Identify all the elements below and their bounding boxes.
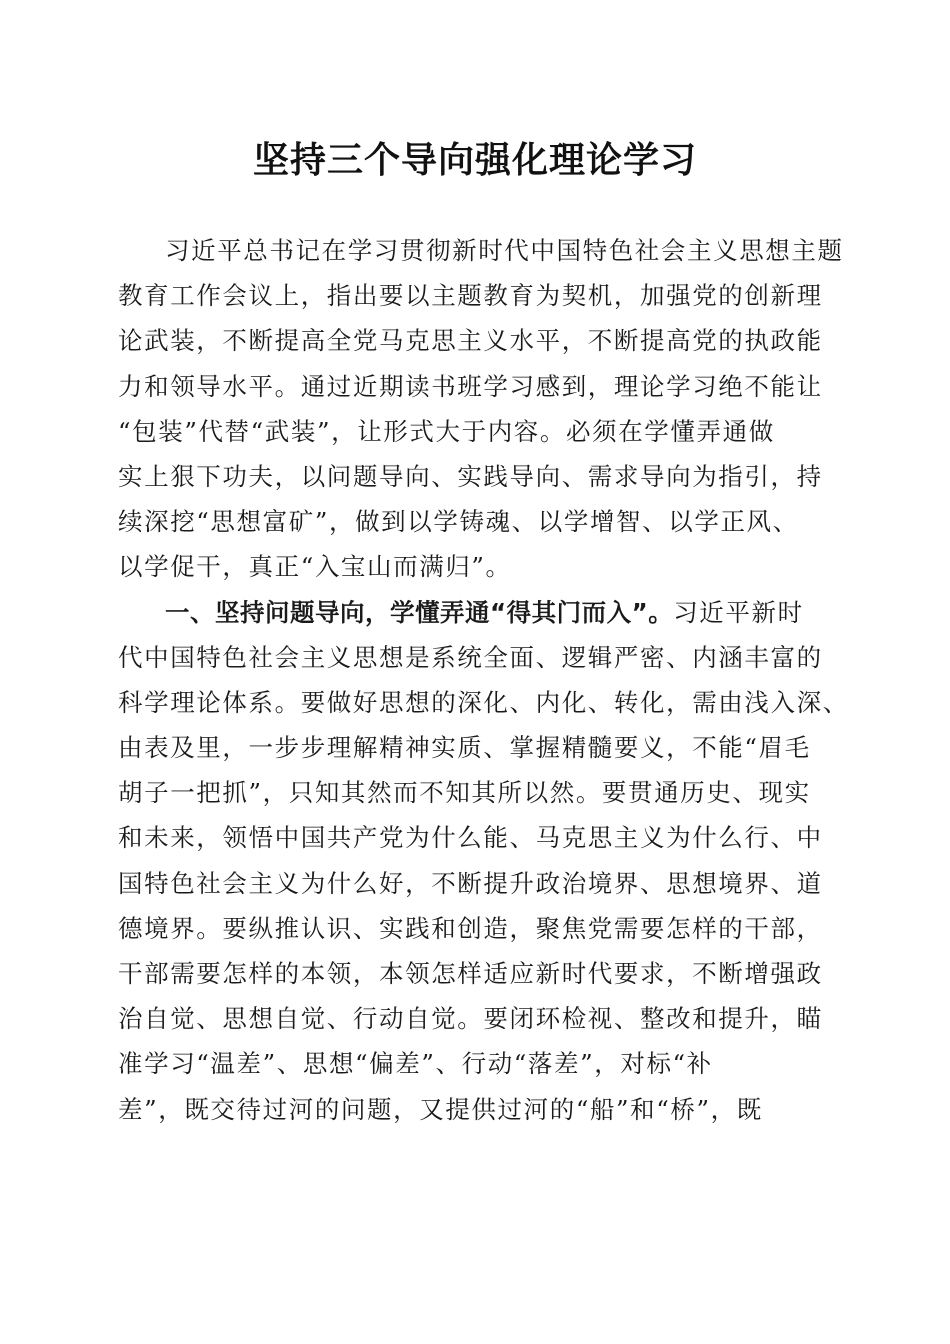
text-line: 续深挖“思想富矿”，做到以学铸魂、以学增智、以学正风、: [118, 507, 799, 537]
text-line: 德境界。要纵推认识、实践和创造，聚焦党需要怎样的干部，: [118, 913, 823, 943]
text-line: 论武装，不断提高全党马克思主义水平，不断提高党的执政能: [118, 326, 823, 356]
text-line: 代中国特色社会主义思想是系统全面、逻辑严密、内涵丰富的: [118, 642, 823, 672]
text-line: 治自觉、思想自觉、行动自觉。要闭环检视、整改和提升，瞄: [118, 1004, 823, 1034]
text-line: 由表及里，一步步理解精神实质、掌握精髓要义，不能“眉毛: [118, 733, 811, 763]
text-line: 胡子一把抓”，只知其然而不知其所以然。要贯通历史、现实: [118, 778, 811, 808]
text-line: 习近平总书记在学习贯彻新时代中国特色社会主义思想主题: [165, 236, 844, 265]
section-one-first-line: [118, 590, 838, 635]
document-body: [118, 228, 849, 1132]
text-line: “包装”代替“武装”，让形式大于内容。必须在学懂弄通做: [118, 416, 775, 446]
section-heading: 一、坚持问题导向，学懂弄通“得其门而入”。: [165, 597, 674, 627]
text-line: 以学促干，真正“入宝山而满归”。: [118, 552, 512, 582]
paragraph-intro: [118, 228, 844, 590]
text-line: 准学习“温差”、思想“偏差”、行动“落差”，对标“补: [118, 1049, 713, 1079]
text-line: 国特色社会主义为什么好，不断提升政治境界、思想境界、道: [118, 868, 823, 898]
text-line: 科学理论体系。要做好思想的深化、内化、转化，需由浅入深、: [118, 687, 849, 717]
text-line: 差”，既交待过河的问题，又提供过河的“船”和“桥”，既: [118, 1094, 763, 1124]
text-line: 教育工作会议上，指出要以主题教育为契机，加强党的创新理: [118, 281, 823, 311]
document-title: 坚持三个导向强化理论学习: [252, 139, 697, 181]
text-line: 干部需要怎样的本领，本领怎样适应新时代要求，不断增强政: [118, 959, 823, 988]
paragraph-section-one: [118, 590, 849, 1132]
text-line: 实上狠下功夫，以问题导向、实践导向、需求导向为指引，持: [118, 461, 823, 491]
text-line: 力和领导水平。通过近期读书班学习感到，理论学习绝不能让: [118, 371, 823, 401]
section-heading-tail: 习近平新时: [673, 597, 804, 627]
text-line: 和未来，领悟中国共产党为什么能、马克思主义为什么行、中: [118, 823, 823, 853]
